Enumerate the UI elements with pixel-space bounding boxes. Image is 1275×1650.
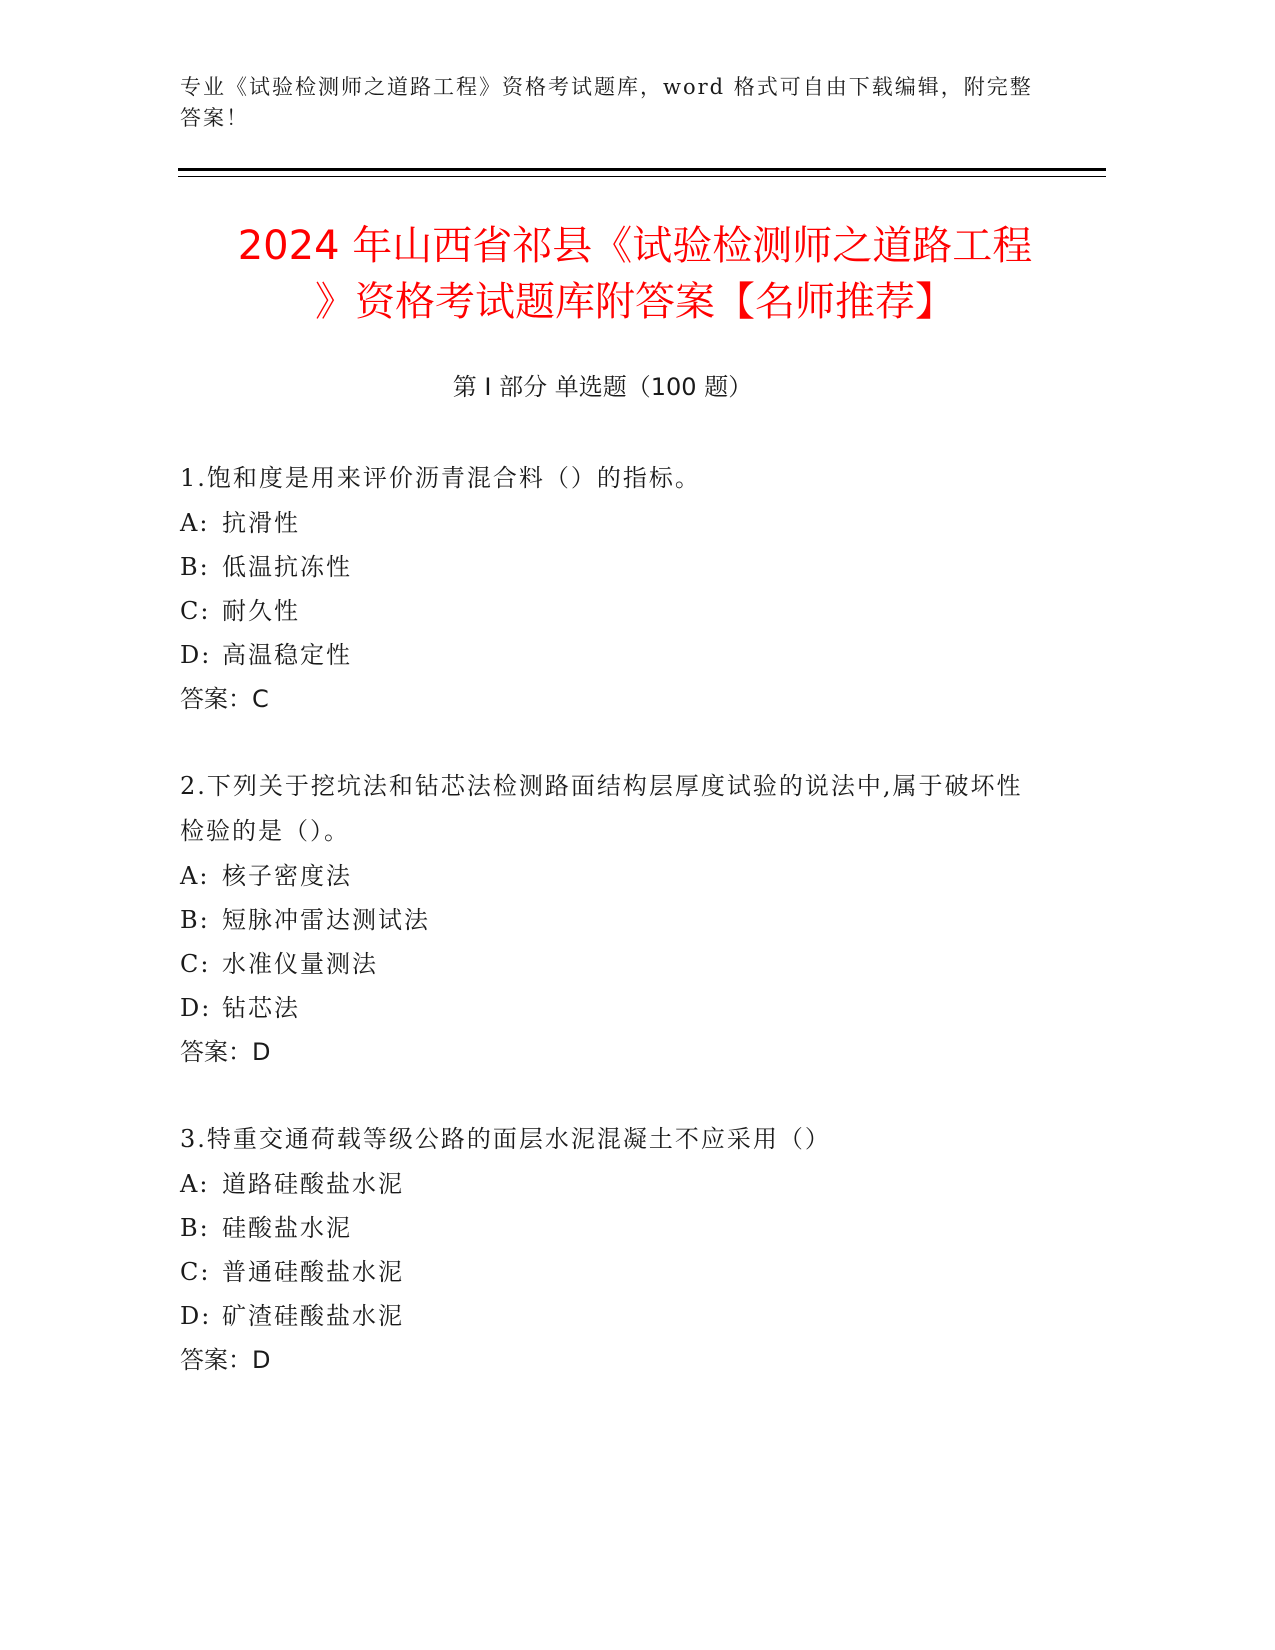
document-title-line-2: 》资格考试题库附答案【名师推荐】 xyxy=(315,279,955,325)
option-d xyxy=(180,986,1040,1030)
option-c xyxy=(180,942,1040,986)
option-text: 抗滑性 xyxy=(222,509,300,537)
option-a xyxy=(180,854,1040,898)
option-letter: A: xyxy=(180,509,210,537)
option-text: 矿渣硅酸盐水泥 xyxy=(222,1302,404,1330)
header-note: 专业《试验检测师之道路工程》资格考试题库，word 格式可自由下载编辑，附完整答案！ xyxy=(180,75,1033,130)
option-letter: A: xyxy=(180,862,210,890)
option-text: 普通硅酸盐水泥 xyxy=(222,1258,404,1286)
option-b xyxy=(180,545,1040,589)
option-letter: C: xyxy=(180,950,211,978)
option-letter: D: xyxy=(180,641,212,669)
option-text: 硅酸盐水泥 xyxy=(222,1214,352,1242)
section-title: 第 I 部分 单选题（100 题） xyxy=(452,373,753,401)
option-a xyxy=(180,1162,1040,1206)
option-d xyxy=(180,1294,1040,1338)
answer: 答案：D xyxy=(180,1038,271,1066)
header-divider-thick xyxy=(178,168,1106,171)
option-letter: C: xyxy=(180,1258,211,1286)
header-divider-thin xyxy=(178,176,1106,177)
option-c xyxy=(180,1250,1040,1294)
option-c xyxy=(180,589,1040,633)
option-letter: D: xyxy=(180,994,212,1022)
option-letter: B: xyxy=(180,1214,210,1242)
answer: 答案：C xyxy=(180,685,269,713)
option-text: 短脉冲雷达测试法 xyxy=(222,906,430,934)
document-title xyxy=(150,218,1120,330)
answer: 答案：D xyxy=(180,1346,271,1374)
option-letter: A: xyxy=(180,1170,210,1198)
question-2 xyxy=(180,764,1040,1074)
option-b xyxy=(180,1206,1040,1250)
option-text: 水准仪量测法 xyxy=(222,950,378,978)
option-letter: B: xyxy=(180,553,210,581)
option-text: 低温抗冻性 xyxy=(222,553,352,581)
question-3 xyxy=(180,1117,1040,1382)
option-text: 道路硅酸盐水泥 xyxy=(222,1170,404,1198)
option-text: 高温稳定性 xyxy=(222,641,352,669)
option-d xyxy=(180,633,1040,677)
question-stem: 1.饱和度是用来评价沥青混合料（）的指标。 xyxy=(180,464,701,492)
option-a xyxy=(180,501,1040,545)
option-text: 耐久性 xyxy=(222,597,300,625)
question-stem: 3.特重交通荷载等级公路的面层水泥混凝土不应采用（） xyxy=(180,1125,831,1153)
question-list xyxy=(180,456,1040,1425)
option-letter: B: xyxy=(180,906,210,934)
question-stem: 2.下列关于挖坑法和钻芯法检测路面结构层厚度试验的说法中,属于破坏性检验的是（）。 xyxy=(180,772,1023,845)
option-text: 钻芯法 xyxy=(222,994,300,1022)
option-b xyxy=(180,898,1040,942)
option-letter: C: xyxy=(180,597,211,625)
option-letter: D: xyxy=(180,1302,212,1330)
question-1 xyxy=(180,456,1040,721)
document-title-line-1: 2024 年山西省祁县《试验检测师之道路工程 xyxy=(237,223,1033,269)
option-text: 核子密度法 xyxy=(222,862,352,890)
